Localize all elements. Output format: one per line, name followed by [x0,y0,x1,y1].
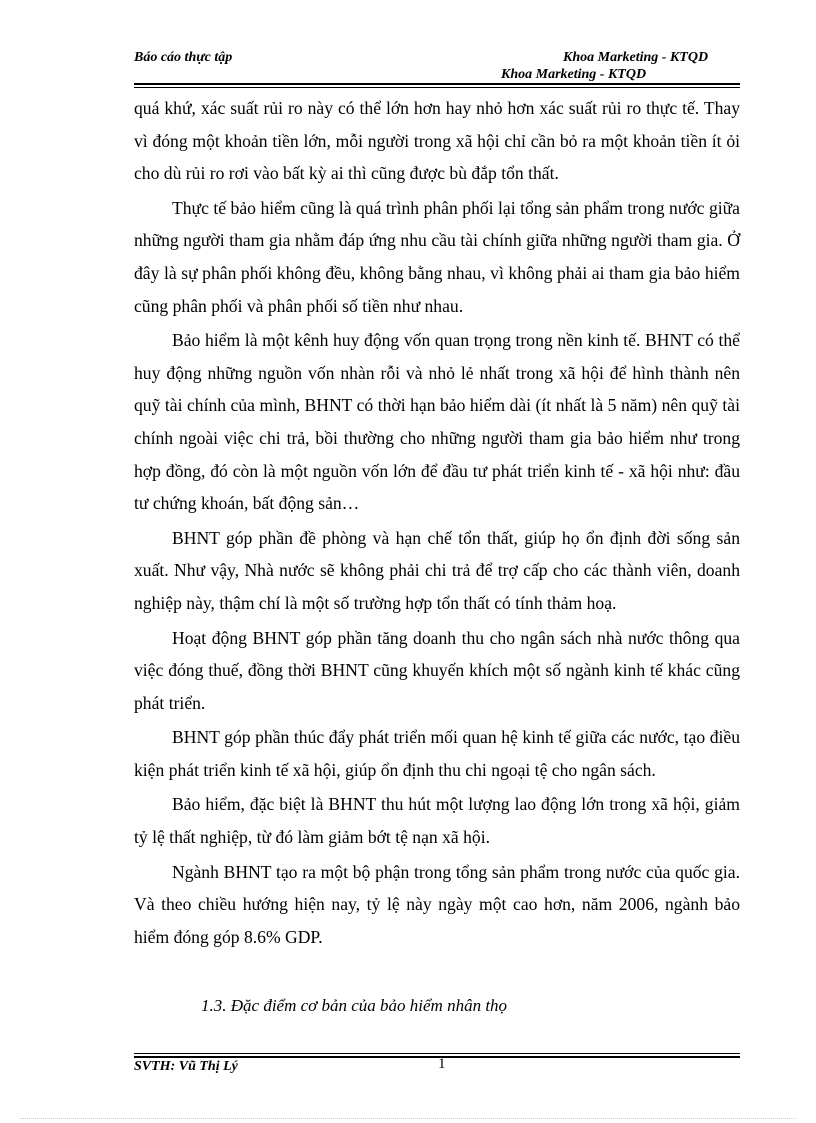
footer-author: SVTH: Vũ Thị Lý [134,1059,238,1074]
header-rule-thick [134,83,740,85]
header-department-repeat: Khoa Marketing - KTQD [501,67,647,82]
footer-rule-thick [134,1056,740,1058]
paragraph: Hoạt động BHNT góp phần tăng doanh thu cho ngân sách nhà nước thông qua việc đóng thuế, đồng thời BHNT cũng khuyến khích một số ngành kinh tế khác cũng phát triển. [134,627,740,713]
paragraph-continuation: quá khứ, xác suất rủi ro này có thể lớn hơn hay nhỏ hơn xác suất rủi ro thực tế. Thay vì đóng một khoản tiền lớn, mỗi người trong xã hội chỉ cần bỏ ra một khoản tiền ít ỏi cho dù rủi ro rơi vào bất kỳ ai thì cũng được bù đắp tổn thất. [134,98,740,184]
paragraph: Ngành BHNT tạo ra một bộ phận trong tổng sản phẩm trong nước của quốc gia. Và theo chiều hướng hiện nay, tỷ lệ này ngày một cao hơn, năm 2006, ngành bảo hiểm đóng góp 8.6% GDP. [134,861,740,947]
page-edge-divider [20,1118,796,1119]
paragraph: Bảo hiểm, đặc biệt là BHNT thu hút một lượng lao động lớn trong xã hội, giảm tỷ lệ thất nghiệp, từ đó làm giảm bớt tệ nạn xã hội. [134,794,740,848]
header-report-title: Báo cáo thực tập [134,50,233,65]
paragraph: BHNT góp phần thúc đẩy phát triển mối quan hệ kinh tế giữa các nước, tạo điều kiện phát triển kinh tế xã hội, giúp ổn định thu chi ngoại tệ cho ngân sách. [134,727,740,780]
paragraph: Thực tế bảo hiểm cũng là quá trình phân phối lại tổng sản phẩm trong nước giữa những người tham gia nhằm đáp ứng nhu cầu tài chính giữa những người tham gia. Ở đây là sự phân phối không đều, không bằng nhau, vì không phải ai tham gia bảo hiểm cũng phân phối và phân phối số tiền như nhau. [134,197,740,316]
header-rule-thin [134,87,740,88]
footer-rule-thin [134,1053,740,1054]
document-body [134,92,740,955]
paragraph: BHNT góp phần đề phòng và hạn chế tổn thất, giúp họ ổn định đời sống sản xuất. Như vậy, Nhà nước sẽ không phải chi trả để trợ cấp cho các thành viên, doanh nghiệp này, thậm chí là một số trường hợp tổn thất có tính thảm hoạ. [134,527,740,613]
header-department: Khoa Marketing - KTQD [563,50,709,65]
page-number: 1 [438,1056,446,1072]
section-heading: 1.3. Đặc điểm cơ bản của bảo hiểm nhân thọ [201,996,508,1015]
paragraph: Bảo hiểm là một kênh huy động vốn quan trọng trong nền kinh tế. BHNT có thể huy động những nguồn vốn nhàn rỗi và nhỏ lẻ nhất trong xã hội để hình thành nên quỹ tài chính của mình, BHNT có thời hạn bảo hiểm dài (ít nhất là 5 năm) nên quỹ tài chính ngoài việc chi trả, bồi thường cho những người tham gia bảo hiểm như trong hợp đồng, đó còn là một nguồn vốn lớn để đầu tư phát triển kinh tế - xã hội như: đầu tư chứng khoán, bất động sản… [134,330,740,514]
